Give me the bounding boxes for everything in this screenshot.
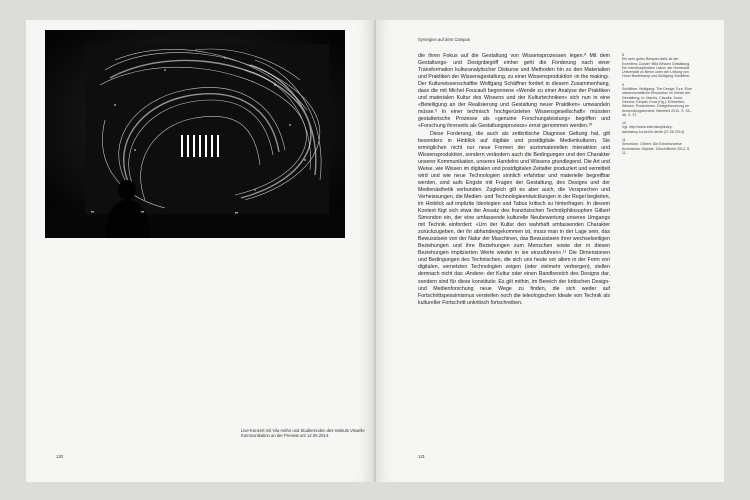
note-text: Schäffner, Wolfgang: The Design Turn. Eine wissenschaftliche Revolution im Geiste der Gestaltung. In: Mareis, Claudia; Joost, Gesche; Kimpel, Kora (Hg.): Entwerfen, Wissen, Produzieren. Designforschung im Anwendungskontext. Bielefeld 2010, S. 33–46, S. 37.: [622, 87, 692, 117]
note-number: 8: [622, 53, 624, 57]
paragraph-2: Diese Forderung, die auch als zeitkritische Diagnose Geltung hat, gilt besonders in Hinblick auf digitale und postdigitale Medienkulturen. Sie ermöglichen nicht nur neue Formen der soziomateriellen Interaktion und Wissensproduktion, sondern verändern auch die Bedingungen und den Charakter unserer Kommunikation, unseres Handelns und Wissens grundlegend. Die Art und Weise, wie Wissen im digitalen und postdigitalen Zeitalter produziert und vermittelt wird und wie neue Technologien sinnlich erfahrbar und materielle begreifbar werden, sind aufs Engste mit Fragen der Gestaltung, des Designs und der Medienästhetik verbunden. Zugleich gilt es aber auch, die Versprechen und Verheissungen, die Medien- und Technologieentwicklungen in der Regel begleiten, im Hinblick auf implizite Ideologien und Tabus kritisch zu hinterfragen. In diesem Kontext fügt sich etwa der Ansatz des französischen Technikphilosophen Gilbert Simondon ein, der eine umfassende kulturelle Neubewertung unseres Umgangs mit Technik einfordert: «Um der Kultur den wahrhaft umfassenden Charakter zurückzugeben, der ihr abhandengekommen ist, muss man in der Lage sein, das Bewusstsein von der Natur der Maschinen, das Bewusstsein ihrer wechselseitigen Beziehungen und ihre Beziehungen zum Menschen sowie der in diesen Beziehungen implizierten Werte wieder in sie einzuführen».¹¹ Die Dimensionen und Bedingungen des Technischen, die sich uns heute vor allem in der Form von digitalen, vernetzten Technologien zeigen (oder vielmehr verbergen), stellen demnach nicht das ‹Andere› der Kultur oder einen Randbereich des Designs dar, sondern sind für diese konstitutiv. Es gilt mithin, im Bereich der kritischen Design- und Medienforschung neue Wege zu finden, die sich weder auf Fortschrittspessimismus versteifen noch die teleologischen Ideale von Technik als kultureller Fortschritt unkritisch fortschreiben.: [418, 130, 610, 306]
note-text: Ein sehr gutes Beispiel dafür ist der Exzellenz-Cluster ‹Bild Wissen Gestaltung. Ein interdisziplinäres Labor› der Humboldt-Universität zu Berlin unter der Leitung von Horst Bredekamp und Wolfgang Schäffner.: [622, 57, 691, 79]
note-number: 10: [622, 121, 626, 126]
note-8: [622, 53, 694, 79]
right-folio: 131: [418, 454, 425, 459]
note-11: [622, 138, 694, 155]
photo-caption: Live-Konzert mit Vila Antho und Studierenden des Instituts Visuelle Kommunikation an der Preview am 12.06.2014.: [241, 428, 365, 438]
right-running-head: Synergien auf dem Campus: [418, 37, 470, 42]
note-text: Vgl. http://www.interdisciplinary-laboratory.hu-berlin.de/de (27.06.2014).: [622, 125, 686, 134]
note-number: 9: [622, 82, 624, 87]
note-text: Simondon, Gilbert: Die Existenzweise technischer Objekte. Zürich/Berlin 2012, S. 11.: [622, 142, 691, 155]
body-text: [418, 53, 610, 307]
note-10: [622, 121, 694, 134]
note-number: 11: [622, 138, 626, 143]
paragraph-1: die ihren Fokus auf die Gestaltung von Wissensprozessen legen.⁸ Mit dem Gestaltungs- und Designbegriff einher geht die Forderung nach einer Transformation kulturanalytischer Diskurse und Methoden hin zu den Materialien und Praktiken der Wissensgestaltung, zu einer Wissensproduktion ‹in the making›. Der Kulturwissenschaftler Wolfgang Schäffner fordert in diesem Zusammenhang, dass die mit Michel Foucault begonnene «Wende zu einer Analyse der Praktiken und materialen Kultur des Wissens und der Kulturtechniken» sich nun in eine «Beteiligung an der Realisierung und Gestaltung neuer Praktiken» umwandeln müsse.⁹ In einer technisch hochgerüsteten Wissensgesellschaft» müssten gestalterische Prozesse als «genuine Forschungsleistung» begriffen und «Forschung ihrerseits als Gestaltungsprozess» ernst genommen werden.¹⁰: [418, 53, 610, 130]
concert-projection-image: [45, 30, 345, 238]
note-9: [622, 83, 694, 117]
margin-notes: [622, 53, 694, 159]
concert-photo: [45, 30, 345, 238]
left-folio: 130: [56, 454, 63, 459]
